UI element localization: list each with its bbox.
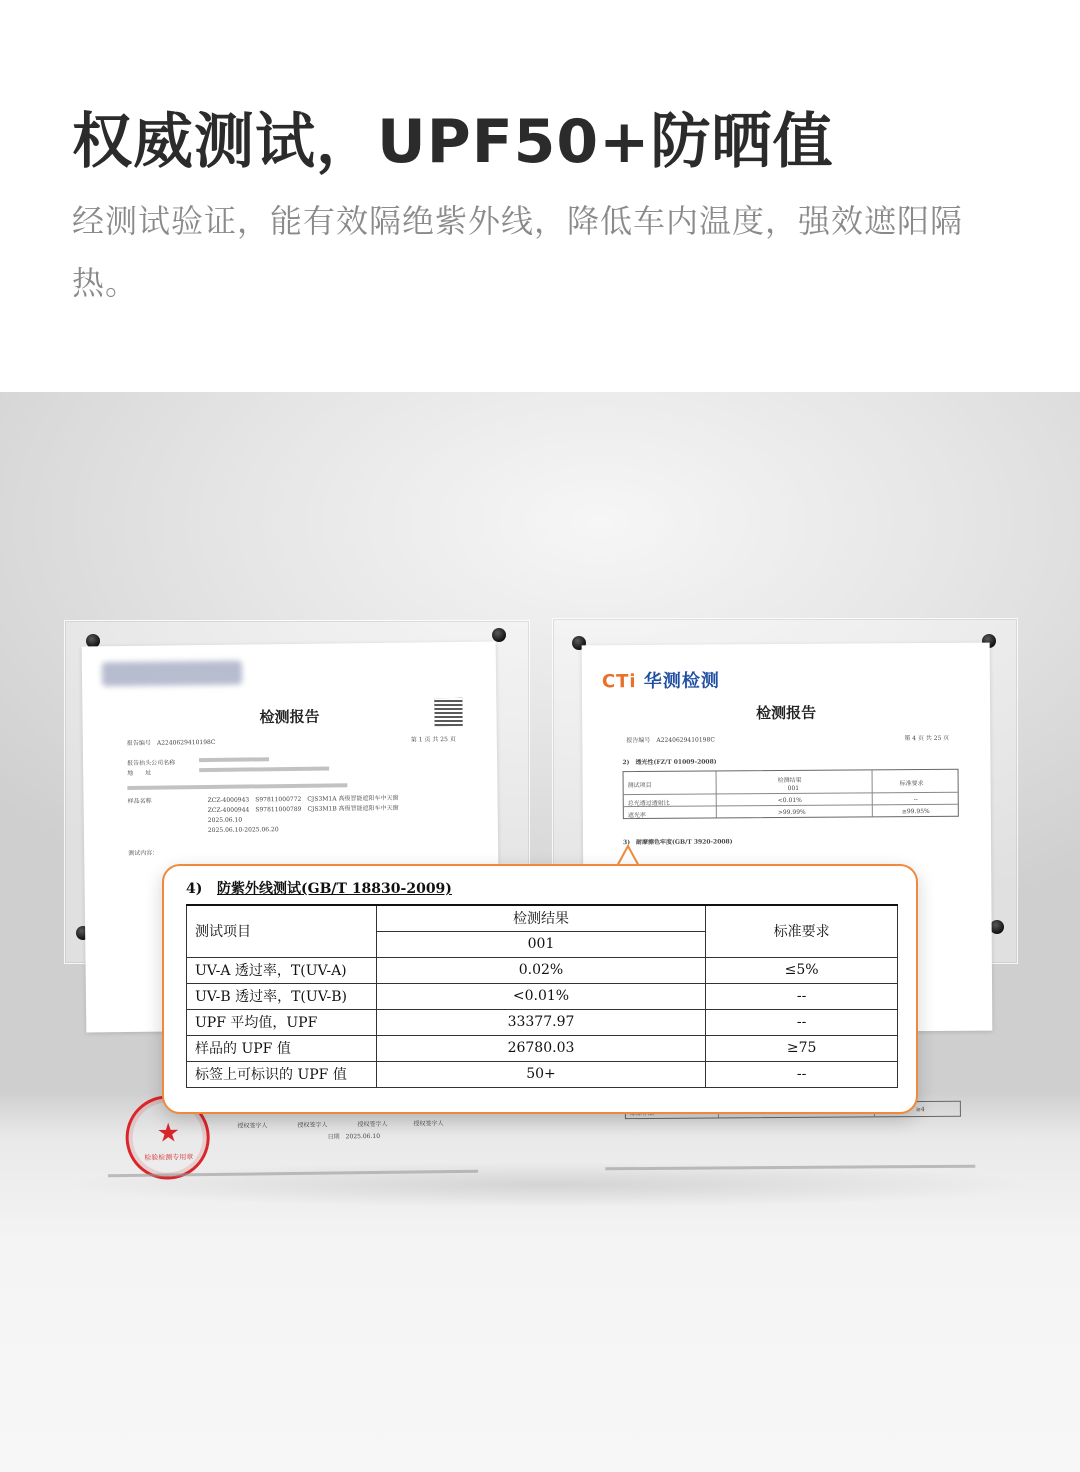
cell-result: 33377.97 (376, 1009, 706, 1035)
cell: >99.99% (777, 808, 806, 817)
cell-result: 50+ (376, 1061, 706, 1087)
cell-standard: -- (706, 1061, 898, 1087)
cell-standard: -- (706, 1009, 898, 1035)
section-heading: 2) 透光性(FZ/T 01009-2008) (622, 758, 717, 767)
cti-logo-prefix: CTi (601, 671, 637, 693)
cell-item: UV-A 透过率，T(UV-A) (187, 957, 377, 983)
cell: 001 (787, 784, 800, 792)
cell-standard: -- (706, 983, 898, 1009)
report-title: 检测报告 (259, 707, 320, 727)
table-row (187, 1035, 898, 1061)
report-no: A2240629410198C (156, 738, 216, 747)
section-heading: 3) 耐摩擦色牢度(GB/T 3920-2008) (623, 838, 733, 847)
page-number: 第 4 页 共 25 页 (904, 734, 950, 743)
table-row (187, 1061, 898, 1087)
cell-result: 0.02% (376, 957, 706, 983)
sample-name-label: 样品名称 (127, 797, 152, 805)
cell-standard: ≥75 (706, 1035, 898, 1061)
report-title: 检测报告 (756, 703, 817, 723)
uv-test-callout (162, 864, 918, 1114)
cell: ≥99.95% (901, 808, 930, 816)
frame-shadow (60, 1162, 1040, 1208)
report-no: A2240629410198C (656, 736, 715, 744)
table-header-row (187, 905, 898, 931)
cell: <0.01% (777, 796, 802, 805)
table-row (187, 983, 898, 1009)
cell: 总光透过透射比 (627, 799, 670, 808)
cell-item: UPF 平均值，UPF (187, 1009, 377, 1035)
cell-result: 26780.03 (376, 1035, 706, 1061)
header-sample: 001 (376, 931, 706, 957)
table-row (187, 957, 898, 983)
cell-item: 样品的 UPF 值 (187, 1035, 377, 1061)
uv-test-heading (186, 878, 452, 898)
cell-standard: ≤5% (706, 957, 898, 983)
cell: 遮光率 (627, 811, 646, 820)
sample-line: ZCZ-4000943 S97811000772 CJS3M1A 高级智能遮阳车中天窗 (207, 794, 399, 805)
qr-code-icon (434, 698, 462, 726)
signer-role: 授权签字人 (237, 1122, 268, 1130)
report-no-label: 报告编号 (626, 736, 651, 745)
header-result: 检测结果 (376, 905, 706, 931)
cti-logo (602, 666, 720, 693)
header-item: 测试项目 (187, 905, 377, 957)
address-label: 地 址 (127, 769, 152, 777)
cell-item: UV-B 透过率，T(UV-B) (187, 983, 377, 1009)
cell-result: <0.01% (376, 983, 706, 1009)
issue-date: 日期 2025.06.10 (327, 1132, 381, 1141)
page-headline: 权威测试，UPF50+防晒值 (72, 107, 834, 177)
frame-pin-icon (990, 920, 1004, 934)
section-number: 4) (186, 881, 203, 897)
cti-logo-text: 华测检测 (643, 670, 720, 692)
sample-line: ZCZ-4000944 S97811000789 CJS3M1B 高级智能遮阳车中天窗 (207, 804, 399, 815)
signer-role: 授权签字人 (413, 1120, 444, 1128)
signer-role: 授权签字人 (357, 1120, 388, 1129)
table-row (187, 1009, 898, 1035)
cell: 检测结果 (777, 776, 802, 785)
cell: 标准要求 (899, 780, 924, 788)
header-section (0, 0, 1080, 392)
signer-role: 授权签字人 (297, 1121, 328, 1129)
receive-date: 2025.06.10 (207, 816, 243, 825)
frame-pin-icon (492, 628, 506, 642)
report-no-label: 报告编号 (126, 739, 151, 747)
uv-test-table (186, 904, 898, 1088)
certificate-photo (0, 392, 1080, 1472)
star-icon: ★ (156, 1118, 181, 1149)
cell: ≥4 (915, 1106, 925, 1114)
seal-text: 检验检测专用章 (144, 1153, 194, 1162)
cell: 测试项目 (627, 781, 652, 790)
cell-item: 标签上可标识的 UPF 值 (187, 1061, 377, 1087)
blurred-logo (102, 661, 242, 687)
page-number: 第 1 页 共 25 页 (410, 735, 456, 744)
test-period: 2025.06.10-2025.06.20 (207, 826, 279, 835)
applicant-label: 报告抬头公司名称 (127, 759, 176, 767)
test-content-label: 测试内容： (128, 849, 159, 857)
header-standard: 标准要求 (706, 905, 898, 957)
section-title: 防紫外线测试(GB/T 18830-2009) (217, 881, 452, 897)
light-transmission-table (623, 769, 959, 819)
cell: -- (913, 796, 918, 804)
page-subtext: 经测试验证，能有效隔绝紫外线，降低车内温度，强效遮阳隔热。 (72, 202, 964, 302)
